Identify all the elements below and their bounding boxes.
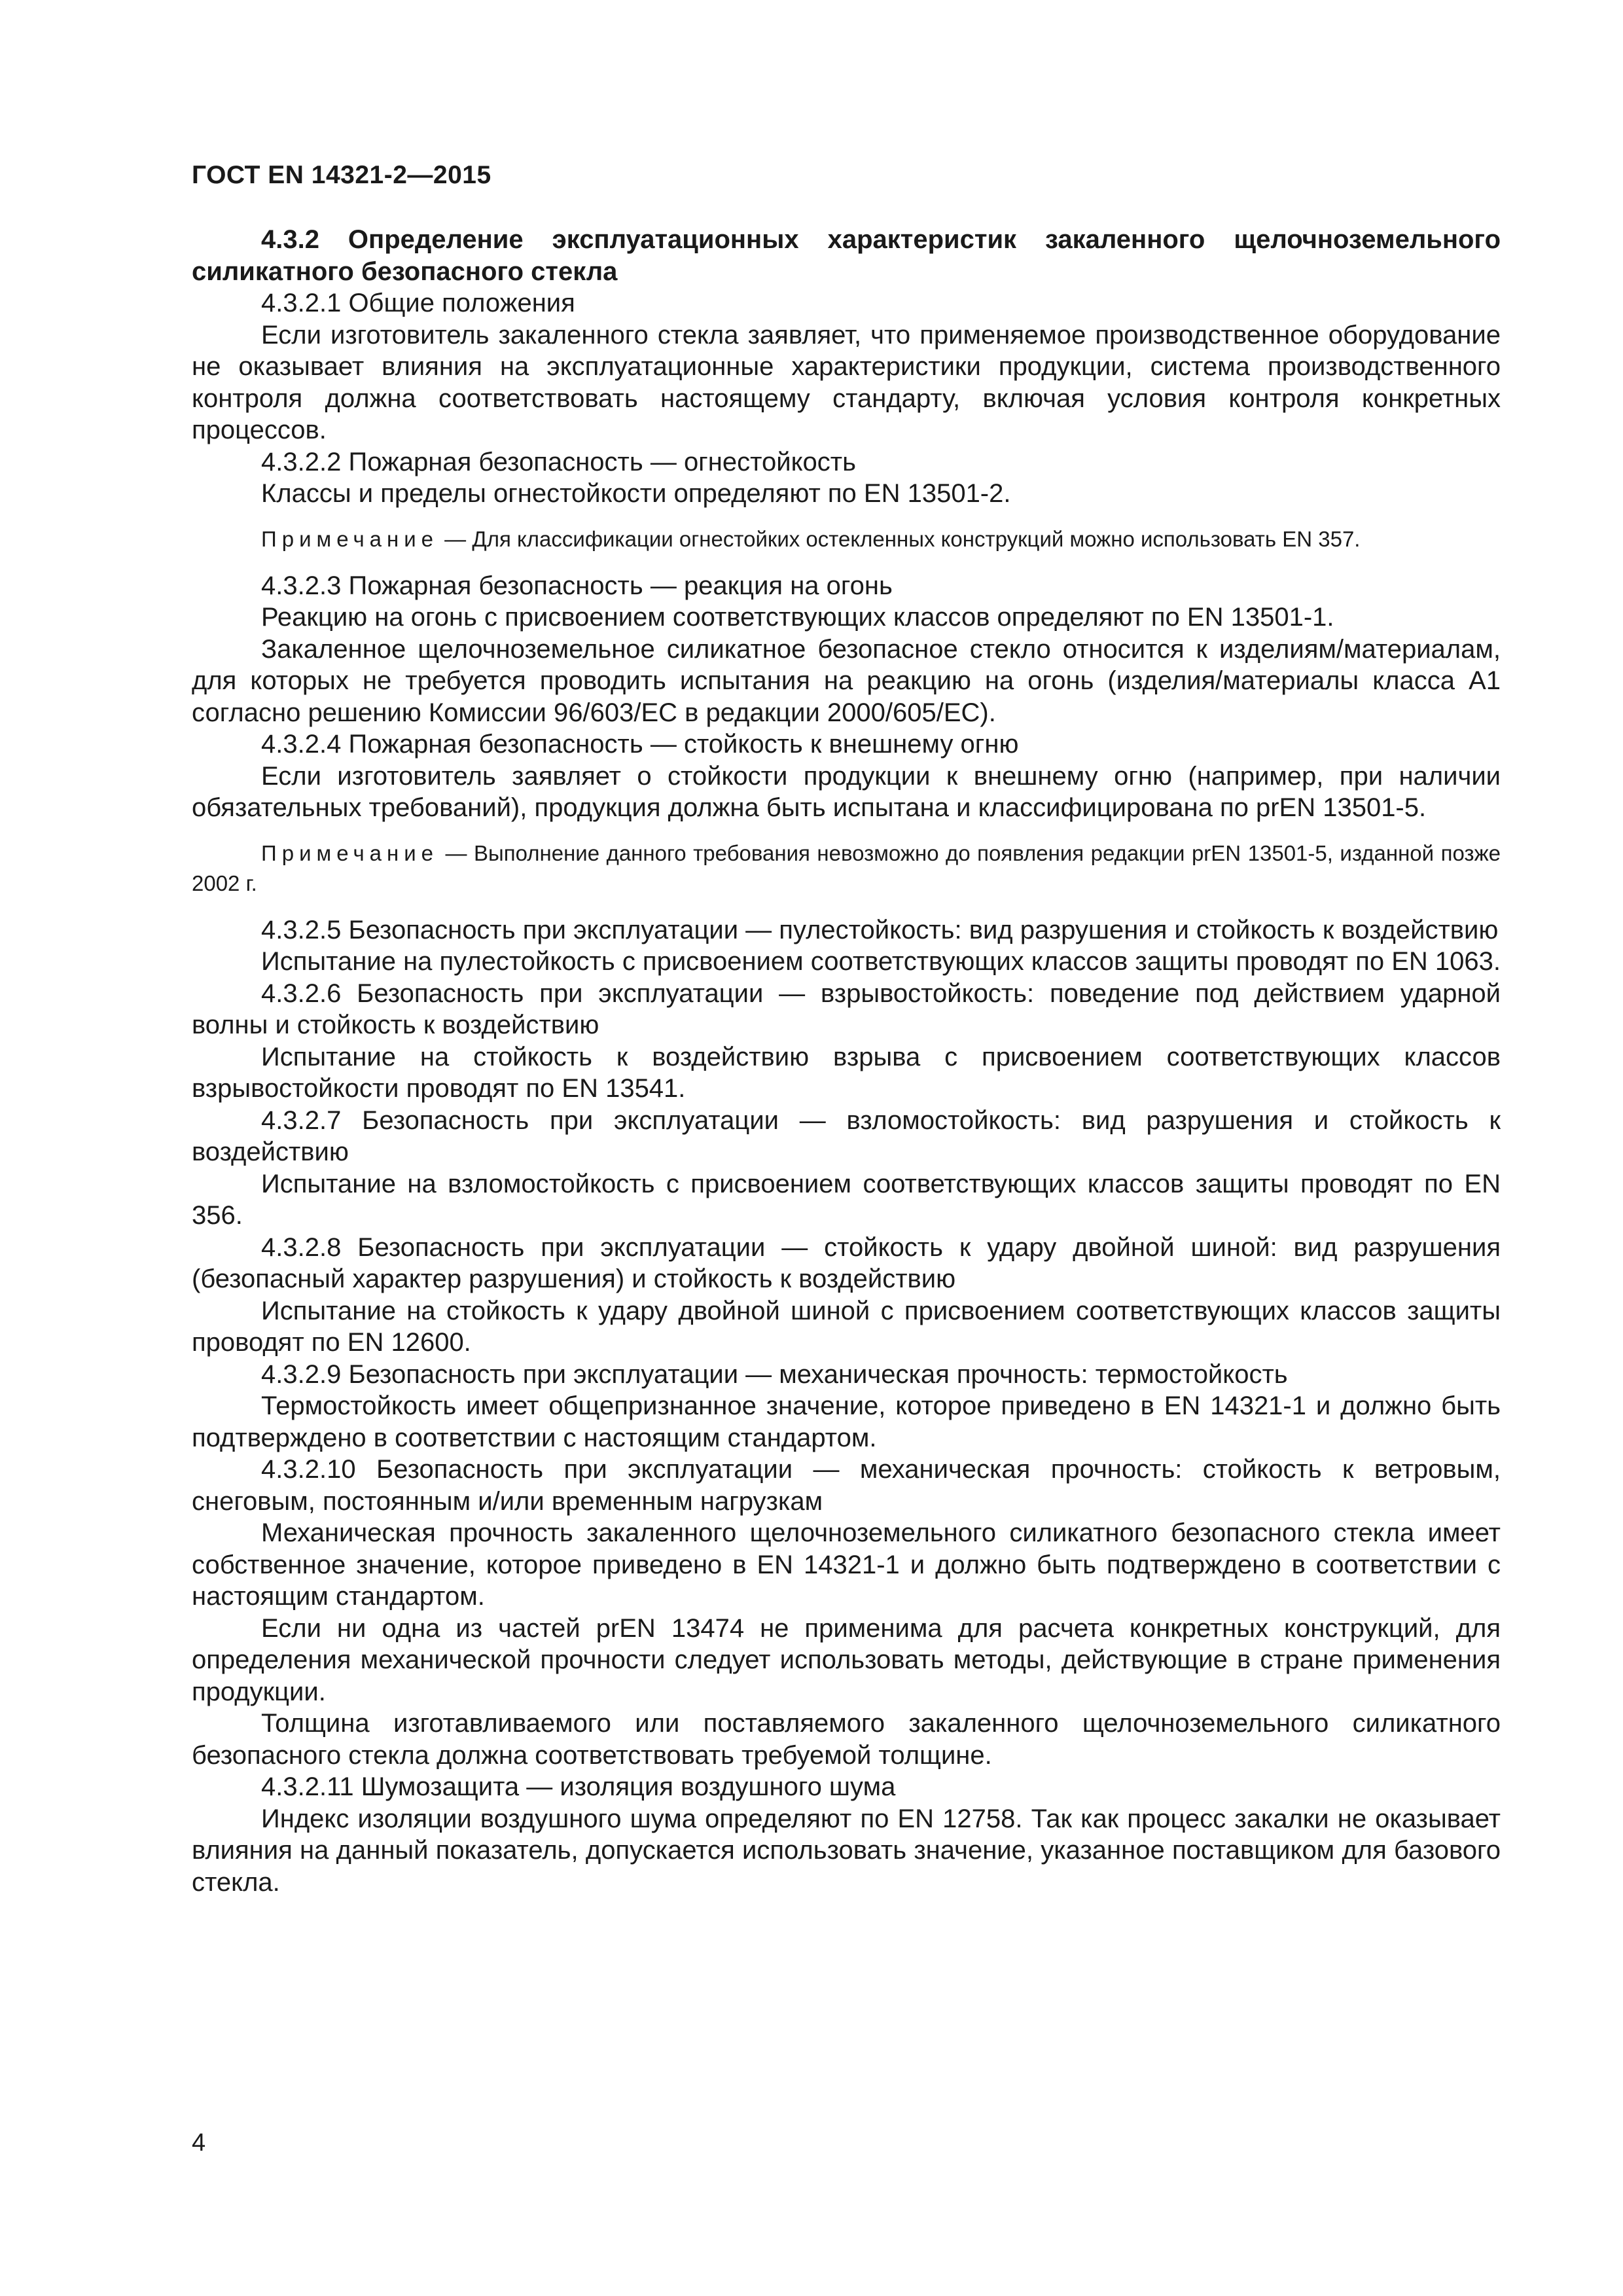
subsection-title-fire-resistance: 4.3.2.2 Пожарная безопасность — огнестойкость [261, 447, 856, 476]
subsection-title-bullet-resistance: 4.3.2.5 Безопасность при эксплуатации — пулестойкость: вид разрушения и стойкость к воздействию [261, 915, 1499, 944]
paragraph-thickness: Толщина изготавливаемого или поставляемого закаленного щелочноземельного силикатного безопасного стекла должна соответствовать требуемой толщине. [192, 1709, 1501, 1770]
page-number: 4 [192, 2129, 206, 2157]
subsection-title-reaction-to-fire: 4.3.2.3 Пожарная безопасность — реакция на огонь [261, 571, 893, 600]
paragraph-burglar-resistance: Испытание на взломостойкость с присвоением соответствующих классов защиты проводят по EN 356. [192, 1169, 1501, 1230]
section-heading: 4.3.2 Определение эксплуатационных характеристик закаленного щелочноземельного силикатного безопасного стекла [192, 225, 1501, 286]
paragraph-pendulum-impact: Испытание на стойкость к удару двойной шиной с присвоением соответствующих классов защиты проводят по EN 12600. [192, 1296, 1501, 1357]
note-text: — Для классификации огнестойких остекленных конструкций можно использовать EN 357. [438, 526, 1361, 551]
paragraph-reaction-to-fire: Реакцию на огонь с присвоением соответствующих классов определяют по EN 13501-1. [261, 603, 1334, 632]
note-fire-resistance [192, 524, 1501, 554]
subsection-title-external-fire: 4.3.2.4 Пожарная безопасность — стойкость к внешнему огню [261, 730, 1019, 759]
paragraph-general: Если изготовитель закаленного стекла заявляет, что применяемое производственное оборудование не оказывает влияния на эксплуатационные характеристики продукции, система производственного контроля должна соответствовать настоящему стандарту, включая условия контроля конкретных процессов. [192, 320, 1501, 444]
paragraph-bullet-resistance: Испытание на пулестойкость с присвоением соответствующих классов защиты проводят по EN 1063. [261, 947, 1501, 976]
subsection-title-mechanical-strength: 4.3.2.10 Безопасность при эксплуатации — механическая прочность: стойкость к ветровым, снеговым, постоянным и/или временным нагрузкам [192, 1455, 1501, 1516]
paragraph-sound-insulation: Индекс изоляции воздушного шума определяют по EN 12758. Так как процесс закалки не оказывает влияния на данный показатель, допускается использовать значение, указанное поставщиком для базового стекла. [192, 1804, 1501, 1897]
note-external-fire [192, 838, 1501, 899]
note-label: Примечание [261, 526, 439, 551]
subsection-title-thermal-resistance: 4.3.2.9 Безопасность при эксплуатации — механическая прочность: термостойкость [261, 1359, 1288, 1389]
paragraph-explosion-resistance: Испытание на стойкость к воздействию взрыва с присвоением соответствующих классов взрывостойкости проводят по EN 13541. [192, 1042, 1501, 1103]
paragraph-fire-resistance: Классы и пределы огнестойкости определяют по EN 13501-2. [261, 479, 1011, 508]
paragraph-thermal-resistance: Термостойкость имеет общепризнанное значение, которое приведено в EN 14321-1 и должно быть подтверждено в соответствии с настоящим стандартом. [192, 1391, 1501, 1452]
paragraph-reaction-to-fire-class: Закаленное щелочноземельное силикатное безопасное стекло относится к изделиям/материалам, для которых не требуется проводить испытания на реакцию на огонь (изделия/материалы класса А1 согласно решению Комиссии 96/603/ЕС в редакции 2000/605/ЕС). [192, 634, 1501, 727]
subsection-title-general: 4.3.2.1 Общие положения [261, 289, 575, 317]
subsection-title-explosion-resistance: 4.3.2.6 Безопасность при эксплуатации — взрывостойкость: поведение под действием ударной волны и стойкость к воздействию [192, 978, 1501, 1039]
note-text: — Выполнение данного требования невозможно до появления редакции prEN 13501-5, изданной позже 2002 г. [192, 840, 1501, 895]
paragraph-mechanical-calculation: Если ни одна из частей prEN 13474 не применима для расчета конкретных конструкций, для определения механической прочности следует использовать методы, действующие в стране применения продукции. [192, 1613, 1501, 1706]
subsection-title-pendulum-impact: 4.3.2.8 Безопасность при эксплуатации — стойкость к удару двойной шиной: вид разрушения (безопасный характер разрушения) и стойкость к воздействию [192, 1232, 1501, 1293]
subsection-title-sound-insulation: 4.3.2.11 Шумозащита — изоляция воздушного шума [261, 1772, 896, 1801]
document-body [192, 224, 1501, 1898]
document-code: ГОСТ EN 14321-2—2015 [192, 161, 491, 189]
paragraph-external-fire: Если изготовитель заявляет о стойкости продукции к внешнему огню (например, при наличии обязательных требований), продукция должна быть испытана и классифицирована по prEN 13501-5. [192, 761, 1501, 822]
subsection-title-burglar-resistance: 4.3.2.7 Безопасность при эксплуатации — взломостойкость: вид разрушения и стойкость к воздействию [192, 1105, 1501, 1166]
note-label: Примечание [261, 840, 439, 865]
paragraph-mechanical-strength: Механическая прочность закаленного щелочноземельного силикатного безопасного стекла имеет собственное значение, которое приведено в EN 14321-1 и должно быть подтверждено в соответствии с настоящим стандартом. [192, 1518, 1501, 1611]
